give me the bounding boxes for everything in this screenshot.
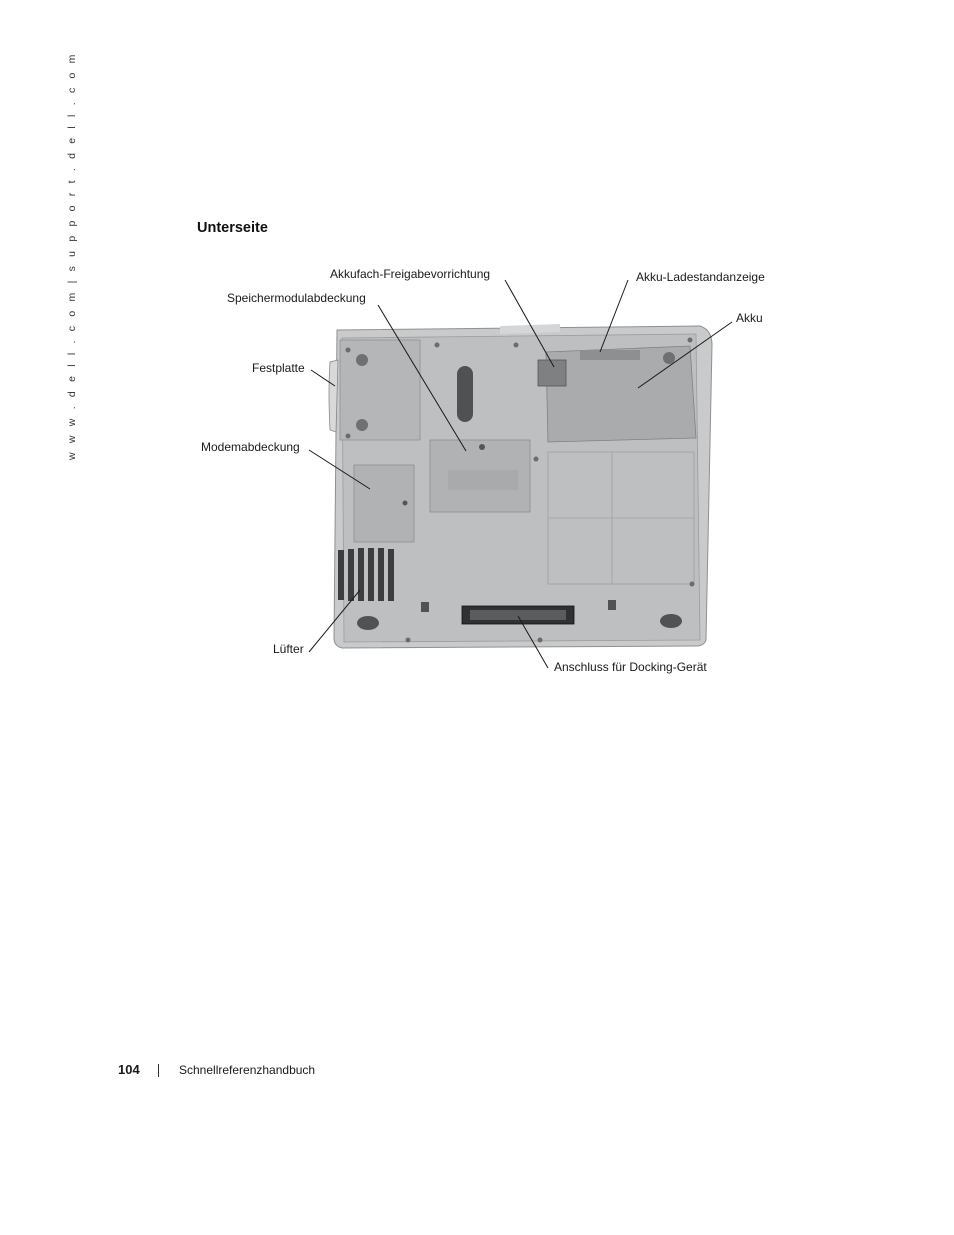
callout-battery-release: Akkufach-Freigabevorrichtung — [330, 267, 491, 281]
callout-modem-cover: Modemabdeckung — [201, 440, 300, 454]
callout-docking-connector: Anschluss für Docking-Gerät — [554, 660, 707, 674]
modem-cover — [354, 465, 414, 542]
section-title: Unterseite — [197, 220, 268, 236]
callout-hard-drive: Festplatte — [252, 361, 305, 375]
book-title: Schnellreferenzhandbuch — [179, 1063, 316, 1077]
battery-pack — [538, 346, 696, 442]
docking-connector — [462, 606, 574, 624]
side-url-text: w w w . d e l l . c o m | s u p p o r t . d e l l . c o m — [66, 51, 78, 460]
callout-memory-cover: Speichermodulabdeckung — [227, 291, 366, 305]
callout-battery: Akku — [736, 311, 763, 325]
callout-charge-gauge: Akku-Ladestandanzeige — [636, 270, 765, 284]
page-number: 104 — [118, 1062, 140, 1077]
memory-cover — [430, 440, 530, 512]
memory-slot-oval — [457, 366, 473, 422]
footer-divider — [158, 1064, 159, 1077]
callout-fan: Lüfter — [273, 642, 304, 656]
